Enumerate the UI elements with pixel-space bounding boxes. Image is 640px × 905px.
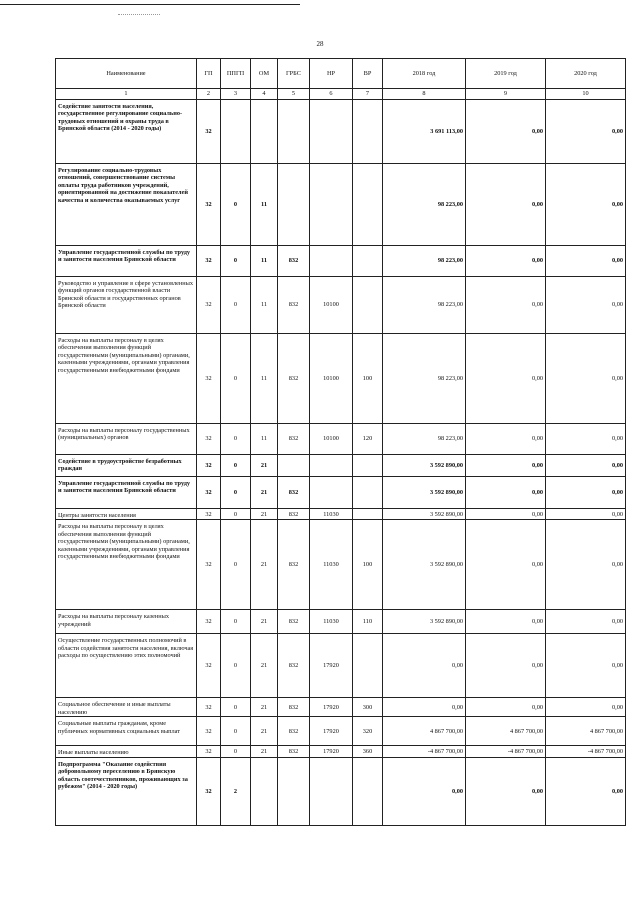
amount-2019-cell: 0,00	[466, 757, 546, 825]
amount-2019-cell: 0,00	[466, 698, 546, 717]
name-cell: Осуществление государственных полномочий в области содействия занятости населения, включая расходы по осуществлению этих полномочий	[56, 634, 197, 698]
header-cell: НР	[310, 59, 353, 89]
amount-2018-cell: 4 867 700,00	[383, 717, 466, 746]
name-cell: Расходы на выплаты персоналу в целях обеспечения выполнения функций государственными (муниципальными) органами, казенными учреждениями, органами управления государственными внебюджетными фондами	[56, 334, 197, 424]
amount-2018-cell: 98 223,00	[383, 164, 466, 246]
amount-2019-cell: 4 867 700,00	[466, 717, 546, 746]
vr-cell	[353, 455, 383, 477]
amount-2019-cell: 0,00	[466, 100, 546, 164]
header-cell: ОМ	[251, 59, 278, 89]
table-row	[56, 277, 626, 334]
vr-cell: 360	[353, 746, 383, 757]
amount-2020-cell: -4 867 700,00	[546, 746, 626, 757]
ppgp-cell: 2	[221, 757, 251, 825]
scan-top-line	[0, 4, 300, 5]
header-cell: ППГП	[221, 59, 251, 89]
table-row	[56, 757, 626, 825]
amount-2018-cell: 3 691 113,00	[383, 100, 466, 164]
table-row	[56, 477, 626, 509]
gp-cell: 32	[197, 246, 221, 277]
amount-2018-cell: 0,00	[383, 634, 466, 698]
amount-2020-cell: 0,00	[546, 246, 626, 277]
ppgp-cell: 0	[221, 520, 251, 610]
table-row	[56, 634, 626, 698]
amount-2020-cell: 4 867 700,00	[546, 717, 626, 746]
grbs-cell	[278, 455, 310, 477]
column-number-cell: 6	[310, 89, 353, 100]
amount-2019-cell: 0,00	[466, 164, 546, 246]
amount-2018-cell: -4 867 700,00	[383, 746, 466, 757]
om-cell: 11	[251, 246, 278, 277]
nr-cell: 17920	[310, 746, 353, 757]
amount-2020-cell: 0,00	[546, 477, 626, 509]
amount-2018-cell: 3 592 890,00	[383, 520, 466, 610]
om-cell: 21	[251, 455, 278, 477]
column-number-cell: 4	[251, 89, 278, 100]
ppgp-cell: 0	[221, 610, 251, 634]
ppgp-cell: 0	[221, 334, 251, 424]
om-cell: 21	[251, 520, 278, 610]
column-number-cell: 3	[221, 89, 251, 100]
nr-cell: 17920	[310, 698, 353, 717]
amount-2018-cell: 3 592 890,00	[383, 610, 466, 634]
grbs-cell: 832	[278, 520, 310, 610]
grbs-cell: 832	[278, 277, 310, 334]
ppgp-cell: 0	[221, 717, 251, 746]
header-cell: 2018 год	[383, 59, 466, 89]
name-cell: Управление государственной службы по труду и занятости населения Брянской области	[56, 246, 197, 277]
grbs-cell: 832	[278, 698, 310, 717]
amount-2020-cell: 0,00	[546, 100, 626, 164]
header-cell: Наименование	[56, 59, 197, 89]
column-number-cell: 5	[278, 89, 310, 100]
column-number-cell: 7	[353, 89, 383, 100]
name-cell: Иные выплаты населению	[56, 746, 197, 757]
amount-2020-cell: 0,00	[546, 424, 626, 455]
vr-cell	[353, 164, 383, 246]
om-cell: 21	[251, 477, 278, 509]
amount-2019-cell: 0,00	[466, 634, 546, 698]
amount-2020-cell: 0,00	[546, 509, 626, 520]
gp-cell: 32	[197, 424, 221, 455]
grbs-cell: 832	[278, 424, 310, 455]
grbs-cell: 832	[278, 509, 310, 520]
amount-2018-cell: 3 592 890,00	[383, 509, 466, 520]
gp-cell: 32	[197, 746, 221, 757]
gp-cell: 32	[197, 334, 221, 424]
vr-cell: 320	[353, 717, 383, 746]
amount-2020-cell: 0,00	[546, 334, 626, 424]
grbs-cell: 832	[278, 246, 310, 277]
name-cell: Руководство и управление в сфере установленных функций органов государственной власти Брянской области и государственных органов Брянской области	[56, 277, 197, 334]
amount-2019-cell: 0,00	[466, 277, 546, 334]
vr-cell	[353, 246, 383, 277]
amount-2020-cell: 0,00	[546, 164, 626, 246]
column-number-cell: 10	[546, 89, 626, 100]
nr-cell	[310, 757, 353, 825]
amount-2020-cell: 0,00	[546, 757, 626, 825]
gp-cell: 32	[197, 610, 221, 634]
vr-cell	[353, 477, 383, 509]
ppgp-cell: 0	[221, 455, 251, 477]
amount-2018-cell: 98 223,00	[383, 277, 466, 334]
amount-2020-cell: 0,00	[546, 634, 626, 698]
ppgp-cell: 0	[221, 477, 251, 509]
gp-cell: 32	[197, 477, 221, 509]
amount-2019-cell: 0,00	[466, 520, 546, 610]
page-number: 28	[316, 40, 324, 48]
table-row	[56, 100, 626, 164]
gp-cell: 32	[197, 100, 221, 164]
vr-cell: 300	[353, 698, 383, 717]
name-cell: Расходы на выплаты персоналу в целях обеспечения выполнения функций государственными (муниципальными) органами, казенными учреждениями, органами управления государственными внебюджетными фондами	[56, 520, 197, 610]
grbs-cell	[278, 100, 310, 164]
scan-dotted-mark	[118, 14, 160, 15]
vr-cell	[353, 634, 383, 698]
amount-2019-cell: 0,00	[466, 424, 546, 455]
name-cell: Содействие в трудоустройстве безработных граждан	[56, 455, 197, 477]
amount-2018-cell: 98 223,00	[383, 424, 466, 455]
amount-2020-cell: 0,00	[546, 520, 626, 610]
vr-cell: 100	[353, 334, 383, 424]
amount-2018-cell: 0,00	[383, 757, 466, 825]
amount-2020-cell: 0,00	[546, 277, 626, 334]
amount-2018-cell: 0,00	[383, 698, 466, 717]
amount-2018-cell: 3 592 890,00	[383, 477, 466, 509]
table-row	[56, 455, 626, 477]
table-row	[56, 424, 626, 455]
name-cell: Социальные выплаты гражданам, кроме публичных нормативных социальных выплат	[56, 717, 197, 746]
nr-cell	[310, 246, 353, 277]
name-cell: Управление государственной службы по труду и занятости населения Брянской области	[56, 477, 197, 509]
vr-cell	[353, 277, 383, 334]
nr-cell: 10100	[310, 277, 353, 334]
amount-2020-cell: 0,00	[546, 455, 626, 477]
vr-cell: 100	[353, 520, 383, 610]
column-number-cell: 9	[466, 89, 546, 100]
amount-2020-cell: 0,00	[546, 698, 626, 717]
amount-2019-cell: 0,00	[466, 509, 546, 520]
ppgp-cell: 0	[221, 698, 251, 717]
column-number-cell: 8	[383, 89, 466, 100]
om-cell: 21	[251, 509, 278, 520]
gp-cell: 32	[197, 455, 221, 477]
table-row	[56, 334, 626, 424]
om-cell: 11	[251, 164, 278, 246]
vr-cell	[353, 100, 383, 164]
gp-cell: 32	[197, 277, 221, 334]
nr-cell	[310, 455, 353, 477]
amount-2019-cell: -4 867 700,00	[466, 746, 546, 757]
nr-cell: 10100	[310, 424, 353, 455]
column-number-cell: 2	[197, 89, 221, 100]
column-number-cell: 1	[56, 89, 197, 100]
amount-2019-cell: 0,00	[466, 334, 546, 424]
om-cell: 21	[251, 610, 278, 634]
ppgp-cell: 0	[221, 634, 251, 698]
vr-cell	[353, 757, 383, 825]
header-cell: 2020 год	[546, 59, 626, 89]
om-cell	[251, 757, 278, 825]
nr-cell: 17920	[310, 634, 353, 698]
amount-2018-cell: 98 223,00	[383, 246, 466, 277]
grbs-cell	[278, 164, 310, 246]
ppgp-cell: 0	[221, 164, 251, 246]
amount-2020-cell: 0,00	[546, 610, 626, 634]
vr-cell: 110	[353, 610, 383, 634]
om-cell: 21	[251, 634, 278, 698]
nr-cell: 11030	[310, 610, 353, 634]
ppgp-cell: 0	[221, 424, 251, 455]
gp-cell: 32	[197, 717, 221, 746]
table-header-row	[56, 59, 626, 89]
amount-2019-cell: 0,00	[466, 610, 546, 634]
table-row	[56, 717, 626, 746]
budget-table	[55, 58, 626, 826]
amount-2018-cell: 98 223,00	[383, 334, 466, 424]
om-cell: 21	[251, 698, 278, 717]
gp-cell: 32	[197, 698, 221, 717]
gp-cell: 32	[197, 634, 221, 698]
header-cell: 2019 год	[466, 59, 546, 89]
table-row	[56, 520, 626, 610]
gp-cell: 32	[197, 520, 221, 610]
om-cell: 11	[251, 334, 278, 424]
table-row	[56, 610, 626, 634]
grbs-cell: 832	[278, 717, 310, 746]
name-cell: Расходы на выплаты персоналу государственных (муниципальных) органов	[56, 424, 197, 455]
om-cell: 11	[251, 424, 278, 455]
name-cell: Социальное обеспечение и иные выплаты населению	[56, 698, 197, 717]
name-cell: Расходы на выплаты персоналу казенных учреждений	[56, 610, 197, 634]
column-number-row	[56, 89, 626, 100]
name-cell: Центры занятости населения	[56, 509, 197, 520]
gp-cell: 32	[197, 164, 221, 246]
grbs-cell: 832	[278, 746, 310, 757]
name-cell: Регулирование социально-трудовых отношений, совершенствование системы оплаты труда работников учреждений, ориентированной на достижение показателей качества и количества оказываемых услуг	[56, 164, 197, 246]
grbs-cell: 832	[278, 334, 310, 424]
om-cell: 21	[251, 746, 278, 757]
nr-cell: 11030	[310, 509, 353, 520]
gp-cell: 32	[197, 509, 221, 520]
amount-2018-cell: 3 592 890,00	[383, 455, 466, 477]
om-cell: 11	[251, 277, 278, 334]
nr-cell	[310, 477, 353, 509]
nr-cell: 17920	[310, 717, 353, 746]
header-cell: ГРБС	[278, 59, 310, 89]
nr-cell: 11030	[310, 520, 353, 610]
amount-2019-cell: 0,00	[466, 477, 546, 509]
nr-cell	[310, 100, 353, 164]
ppgp-cell: 0	[221, 746, 251, 757]
vr-cell	[353, 509, 383, 520]
ppgp-cell: 0	[221, 509, 251, 520]
ppgp-cell	[221, 100, 251, 164]
table-row	[56, 509, 626, 520]
nr-cell: 10100	[310, 334, 353, 424]
grbs-cell	[278, 757, 310, 825]
table-row	[56, 746, 626, 757]
amount-2019-cell: 0,00	[466, 246, 546, 277]
nr-cell	[310, 164, 353, 246]
table-row	[56, 246, 626, 277]
name-cell: Содействие занятости населения, государственное регулирование социально-трудовых отношений и охраны труда в Брянской области (2014 - 2020 годы)	[56, 100, 197, 164]
ppgp-cell: 0	[221, 246, 251, 277]
header-cell: ВР	[353, 59, 383, 89]
om-cell	[251, 100, 278, 164]
table-row	[56, 164, 626, 246]
header-cell: ГП	[197, 59, 221, 89]
name-cell: Подпрограмма "Оказание содействия добровольному переселению в Брянскую область соотечественников, проживающих за рубежом" (2014 - 2020 годы)	[56, 757, 197, 825]
grbs-cell: 832	[278, 477, 310, 509]
ppgp-cell: 0	[221, 277, 251, 334]
gp-cell: 32	[197, 757, 221, 825]
grbs-cell: 832	[278, 610, 310, 634]
amount-2019-cell: 0,00	[466, 455, 546, 477]
vr-cell: 120	[353, 424, 383, 455]
table-row	[56, 698, 626, 717]
grbs-cell: 832	[278, 634, 310, 698]
om-cell: 21	[251, 717, 278, 746]
